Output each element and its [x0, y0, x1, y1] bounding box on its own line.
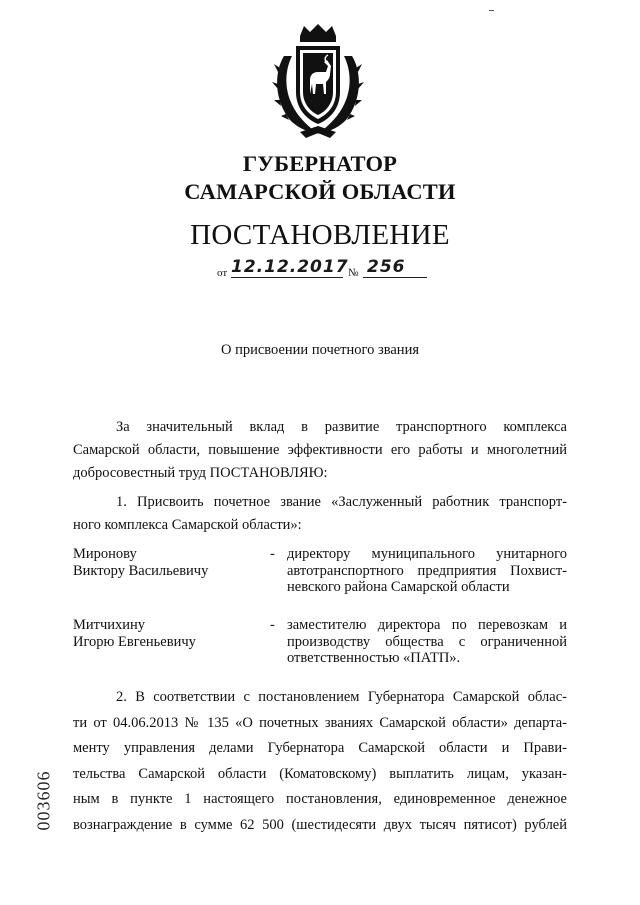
scan-mark [489, 10, 494, 11]
text-line: ответственностью «ПАТП». [287, 650, 461, 666]
text-line: Миронову [73, 546, 137, 562]
text-line: заместителю директора по перевозкам и [287, 617, 567, 633]
text-line: вознаграждение в сумме 62 500 (шестидесяти двух тысяч пятисот) рублей [73, 816, 567, 833]
text-line: Митчихину [73, 617, 146, 633]
text-line: 2. В соответствии с постановлением Губернатора Самарской облас- [116, 689, 567, 705]
text-line: Игорю Евгеньевичу [73, 633, 196, 650]
date-label: от [217, 267, 228, 279]
number-label: № [348, 267, 359, 279]
recipient-name [73, 546, 263, 579]
document-subject: О присвоении почетного звания [221, 342, 419, 358]
recipient-position [287, 546, 567, 596]
text-line: тельства Самарской области (Коматовскому) выплатить лицам, указан- [73, 765, 567, 782]
text-line: добросовестный труд ПОСТАНОВЛЯЮ: [73, 465, 328, 481]
text-line: Самарской области, повышение эффективности его работы и многолетний [73, 442, 567, 458]
number-underline [363, 277, 427, 278]
side-stamp [33, 768, 58, 838]
intro-paragraph [73, 416, 567, 485]
text-line: ного комплекса Самарской области»: [73, 517, 302, 533]
item-2-paragraph [73, 685, 567, 838]
text-line: автотранспортного предприятия Похвист- [287, 562, 567, 579]
org-title-line1: ГУБЕРНАТОР [242, 151, 398, 176]
dash-separator: - [270, 617, 275, 633]
dash-separator: - [270, 546, 275, 562]
samara-coat-of-arms-icon [270, 22, 366, 140]
text-line: ным в пункте 1 настоящего постановления, единовременное денежное [73, 791, 567, 807]
item-1-paragraph [73, 491, 567, 537]
text-line: Виктору Васильевичу [73, 562, 209, 579]
document-type: ПОСТАНОВЛЕНИЕ [190, 219, 450, 251]
side-stamp-number: 003606 [33, 770, 54, 831]
text-line: менту управления делами Губернатора Самарской области и Прави- [73, 740, 567, 756]
text-line: 1. Присвоить почетное звание «Заслуженный работник транспорт- [116, 494, 567, 510]
text-line: ти от 04.06.2013 № 135 «О почетных званиях Самарской области» департа- [73, 714, 567, 731]
date-underline [231, 277, 343, 278]
date-value: 12.12.2017 [231, 257, 349, 277]
date-number-line [217, 258, 437, 280]
recipient-position [287, 617, 567, 667]
text-line: директору муниципального унитарного [287, 546, 567, 562]
text-line: невского района Самарской области [287, 579, 510, 595]
text-line: производству общества с ограниченной [287, 633, 567, 650]
recipient-name [73, 617, 263, 650]
number-value: 256 [367, 257, 406, 277]
text-line: За значительный вклад в развитие транспортного комплекса [116, 419, 567, 435]
org-title-line2: САМАРСКОЙ ОБЛАСТИ [184, 179, 456, 204]
